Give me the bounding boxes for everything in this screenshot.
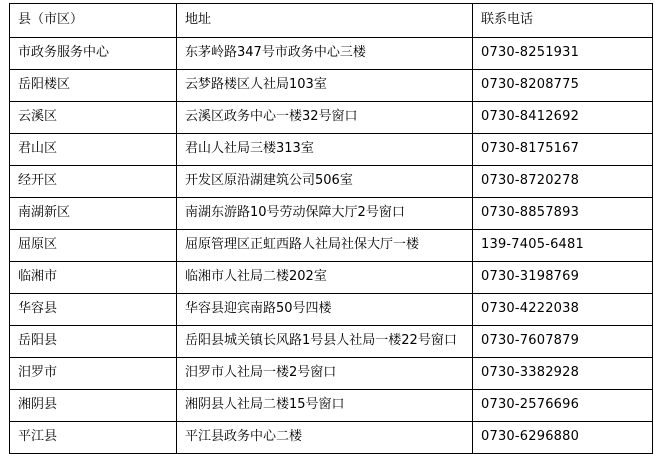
cell-address: 君山人社局三楼313室 — [177, 134, 473, 166]
cell-district: 云溪区 — [10, 102, 177, 134]
column-header-address: 地址 — [177, 4, 473, 38]
cell-phone: 139-7405-6481 — [473, 230, 653, 262]
column-header-phone: 联系电话 — [473, 4, 653, 38]
cell-district: 平江县 — [10, 422, 177, 454]
cell-district: 市政务服务中心 — [10, 38, 177, 70]
cell-district: 岳阳县 — [10, 326, 177, 358]
cell-address: 华容县迎宾南路50号四楼 — [177, 294, 473, 326]
cell-address: 屈原管理区正虹西路人社局社保大厅一楼 — [177, 230, 473, 262]
cell-address: 云溪区政务中心一楼32号窗口 — [177, 102, 473, 134]
table-row — [10, 358, 653, 390]
table-body — [10, 38, 653, 454]
cell-district: 君山区 — [10, 134, 177, 166]
table-header-row — [10, 4, 653, 38]
cell-district: 南湖新区 — [10, 198, 177, 230]
cell-phone: 0730-2576696 — [473, 390, 653, 422]
table-row — [10, 294, 653, 326]
cell-district: 湘阴县 — [10, 390, 177, 422]
cell-district: 屈原区 — [10, 230, 177, 262]
cell-district: 经开区 — [10, 166, 177, 198]
table-row — [10, 134, 653, 166]
cell-district: 华容县 — [10, 294, 177, 326]
cell-phone: 0730-8857893 — [473, 198, 653, 230]
cell-district: 临湘市 — [10, 262, 177, 294]
table-row — [10, 102, 653, 134]
cell-phone: 0730-8251931 — [473, 38, 653, 70]
table-row — [10, 230, 653, 262]
cell-address: 临湘市人社局二楼202室 — [177, 262, 473, 294]
table-row — [10, 422, 653, 454]
cell-phone: 0730-8720278 — [473, 166, 653, 198]
table-row — [10, 198, 653, 230]
table-row — [10, 166, 653, 198]
table-row — [10, 38, 653, 70]
cell-address: 岳阳县城关镇长风路1号县人社局一楼22号窗口 — [177, 326, 473, 358]
cell-district: 汨罗市 — [10, 358, 177, 390]
cell-phone: 0730-6296880 — [473, 422, 653, 454]
cell-address: 湘阴县人社局二楼15号窗口 — [177, 390, 473, 422]
cell-phone: 0730-8175167 — [473, 134, 653, 166]
table-row — [10, 70, 653, 102]
column-header-district: 县（市区） — [10, 4, 177, 38]
cell-address: 开发区原沿湖建筑公司506室 — [177, 166, 473, 198]
table-row — [10, 326, 653, 358]
cell-phone: 0730-3382928 — [473, 358, 653, 390]
cell-district: 岳阳楼区 — [10, 70, 177, 102]
cell-address: 南湖东游路10号劳动保障大厅2号窗口 — [177, 198, 473, 230]
cell-phone: 0730-8412692 — [473, 102, 653, 134]
cell-address: 云梦路楼区人社局103室 — [177, 70, 473, 102]
table-row — [10, 262, 653, 294]
table-row — [10, 390, 653, 422]
contact-table — [9, 3, 653, 454]
table-header — [10, 4, 653, 38]
cell-phone: 0730-3198769 — [473, 262, 653, 294]
cell-phone: 0730-8208775 — [473, 70, 653, 102]
cell-address: 汨罗市人社局一楼2号窗口 — [177, 358, 473, 390]
cell-address: 平江县政务中心二楼 — [177, 422, 473, 454]
cell-phone: 0730-7607879 — [473, 326, 653, 358]
cell-phone: 0730-4222038 — [473, 294, 653, 326]
cell-address: 东茅岭路347号市政务中心三楼 — [177, 38, 473, 70]
